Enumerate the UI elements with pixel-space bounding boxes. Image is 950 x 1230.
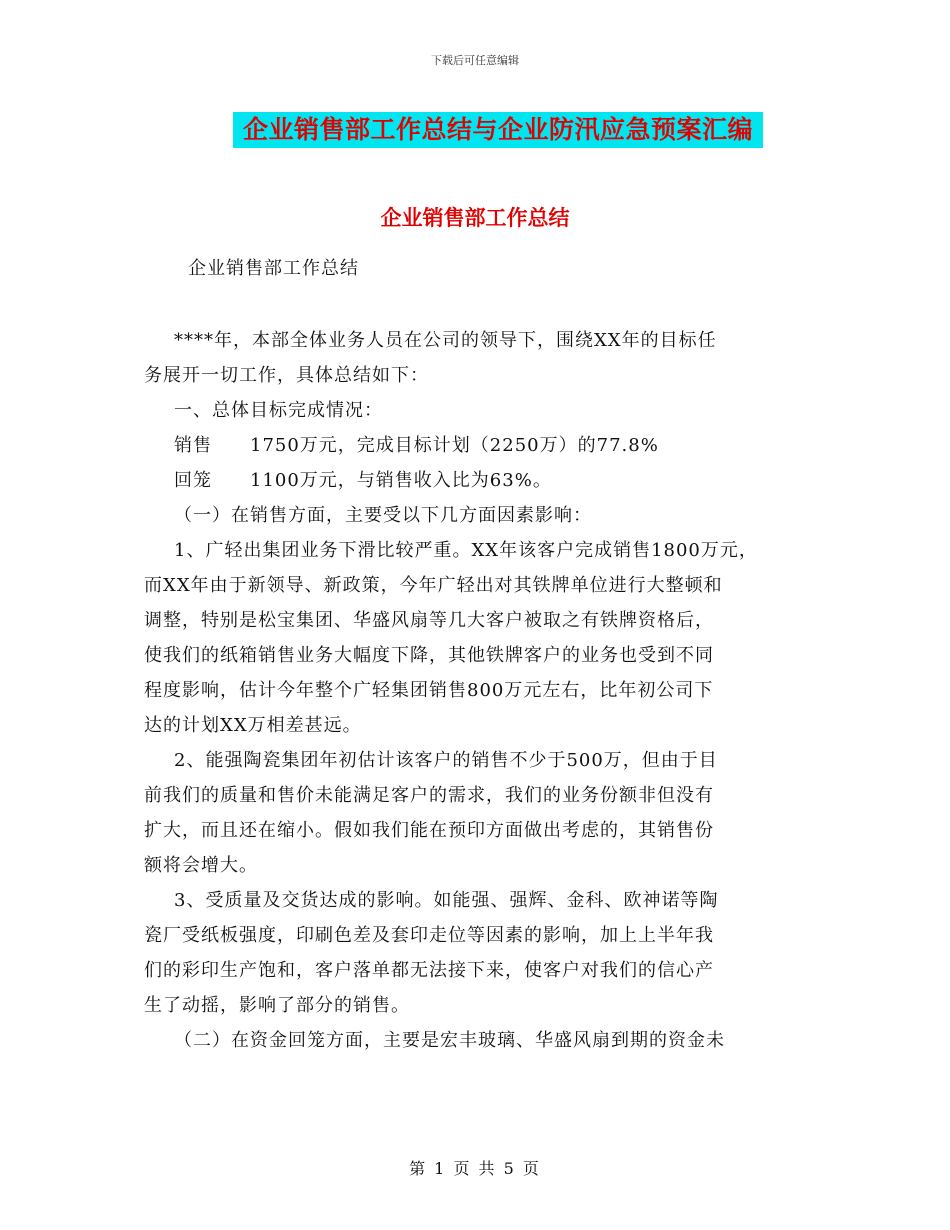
- body-line: 前我们的质量和售价未能满足客户的需求，我们的业务份额非但没有: [144, 785, 714, 806]
- body-line: 瓷厂受纸板强度，印刷色差及套印走位等因素的影响，加上上半年我: [144, 925, 714, 946]
- body-line: 生了动摇，影响了部分的销售。: [144, 995, 410, 1016]
- body-line: ****年，本部全体业务人员在公司的领导下，围绕XX年的目标任: [174, 330, 717, 351]
- body-line: （一）在销售方面，主要受以下几方面因素影响：: [174, 505, 592, 526]
- body-line: 1、广轻出集团业务下滑比较严重。XX年该客户完成销售1800万元，: [174, 540, 758, 561]
- body-line: 使我们的纸箱销售业务大幅度下降，其他铁牌客户的业务也受到不同: [144, 645, 714, 666]
- document-body: [144, 323, 814, 1058]
- section-title: 企业销售部工作总结: [380, 206, 570, 230]
- page-footer: 第 1 页 共 5 页: [409, 1159, 541, 1178]
- section-subtitle: 企业销售部工作总结: [188, 258, 359, 279]
- body-line: 程度影响，估计今年整个广轻集团销售800万元左右，比年初公司下: [144, 680, 714, 701]
- body-line: 额将会增大。: [144, 855, 258, 876]
- document-title: 企业销售部工作总结与企业防汛应急预案汇编: [233, 112, 763, 148]
- page-header-note: 下载后可任意编辑: [431, 54, 519, 67]
- body-line: 2、能强陶瓷集团年初估计该客户的销售不少于500万，但由于目: [174, 750, 718, 771]
- body-line: （二）在资金回笼方面，主要是宏丰玻璃、华盛风扇到期的资金未: [174, 1030, 725, 1051]
- body-line: 一、总体目标完成情况：: [174, 400, 383, 421]
- body-line: 们的彩印生产饱和，客户落单都无法接下来，使客户对我们的信心产: [144, 960, 714, 981]
- body-line: 扩大，而且还在缩小。假如我们能在预印方面做出考虑的，其销售份: [144, 820, 714, 841]
- body-line: 务展开一切工作，具体总结如下：: [144, 365, 429, 386]
- body-line: 销售 1750万元，完成目标计划（2250万）的77.8%: [174, 435, 659, 456]
- body-line: 达的计划XX万相差甚远。: [144, 715, 362, 736]
- body-line: 回笼 1100万元，与销售收入比为63%。: [174, 470, 552, 491]
- body-line: 而XX年由于新领导、新政策，今年广轻出对其铁牌单位进行大整顿和: [144, 575, 723, 596]
- body-line: 3、受质量及交货达成的影响。如能强、强辉、金科、欧神诺等陶: [174, 890, 719, 911]
- body-line: 调整，特别是松宝集团、华盛风扇等几大客户被取之有铁牌资格后，: [144, 610, 714, 631]
